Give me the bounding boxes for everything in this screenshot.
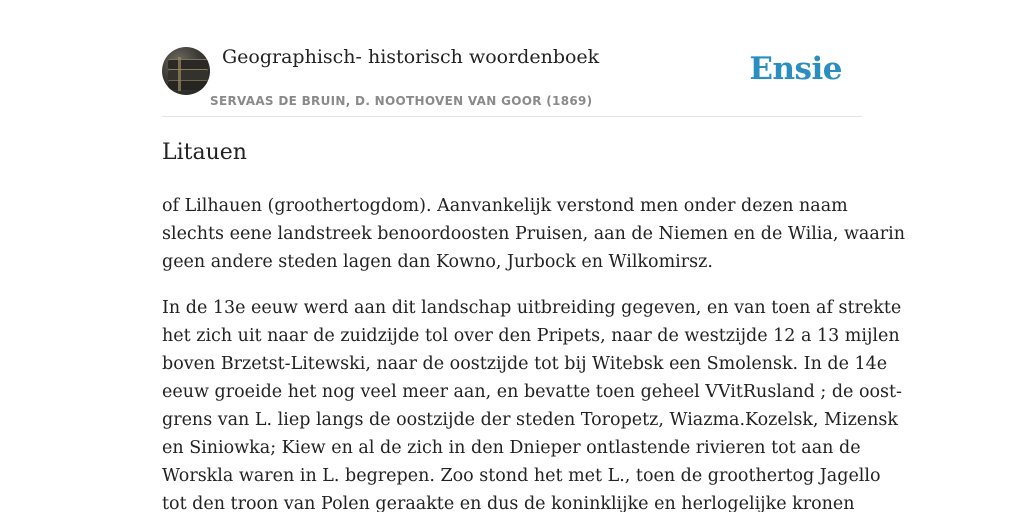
text-line: boven Brzetst-Litewski, naar de oostzijde tot bij Witebsk een Smolensk. In de 14e [162,354,888,374]
book-title-link[interactable]: Geographisch- historisch woordenboek [222,46,600,68]
paragraph [162,294,902,512]
entry-content [162,192,906,512]
text-line: het zich uit naar de zuidzijde tol over den Pripets, naar de westzijde 12 a 13 mijlen [162,326,900,346]
book-cover-icon[interactable] [162,47,210,95]
text-line: tot den troon van Polen geraakte en dus de koninklijke en herlogelijke kronen [162,494,855,512]
text-line: en Siniowka; Kiew en al de zich in den Dnieper ontlastende rivieren tot aan de [162,438,861,458]
text-line: geen andere steden lagen dan Kowno, Jurbock en Wilkomirsz. [162,252,713,272]
text-line: of Lilhauen (groothertogdom). Aanvankelijk verstond men onder dezen naam [162,196,848,216]
brand-logo[interactable]: Ensie [749,51,842,87]
header [162,44,862,117]
text-line: In de 13e eeuw werd aan dit landschap uitbreiding gegeven, en van toen af strekte [162,298,902,318]
text-line: grens van L. liep langs de oostzijde der steden Toropetz, Wiazma.Kozelsk, Mizensk [162,410,898,430]
book-author: SERVAAS DE BRUIN, D. NOOTHOVEN VAN GOOR (1869) [210,94,593,108]
text-line: slechts eene landstreek benoordoosten Pruisen, aan de Niemen en de Wilia, waarin [162,224,906,244]
entry-title: Litauen [162,140,247,165]
text-line: eeuw groeide het nog veel meer aan, en bevatte toen geheel VVitRusland ; de oost- [162,382,902,402]
text-line: Worskla waren in L. begrepen. Zoo stond het met L., toen de groothertog Jagello [162,466,881,486]
paragraph [162,192,906,276]
